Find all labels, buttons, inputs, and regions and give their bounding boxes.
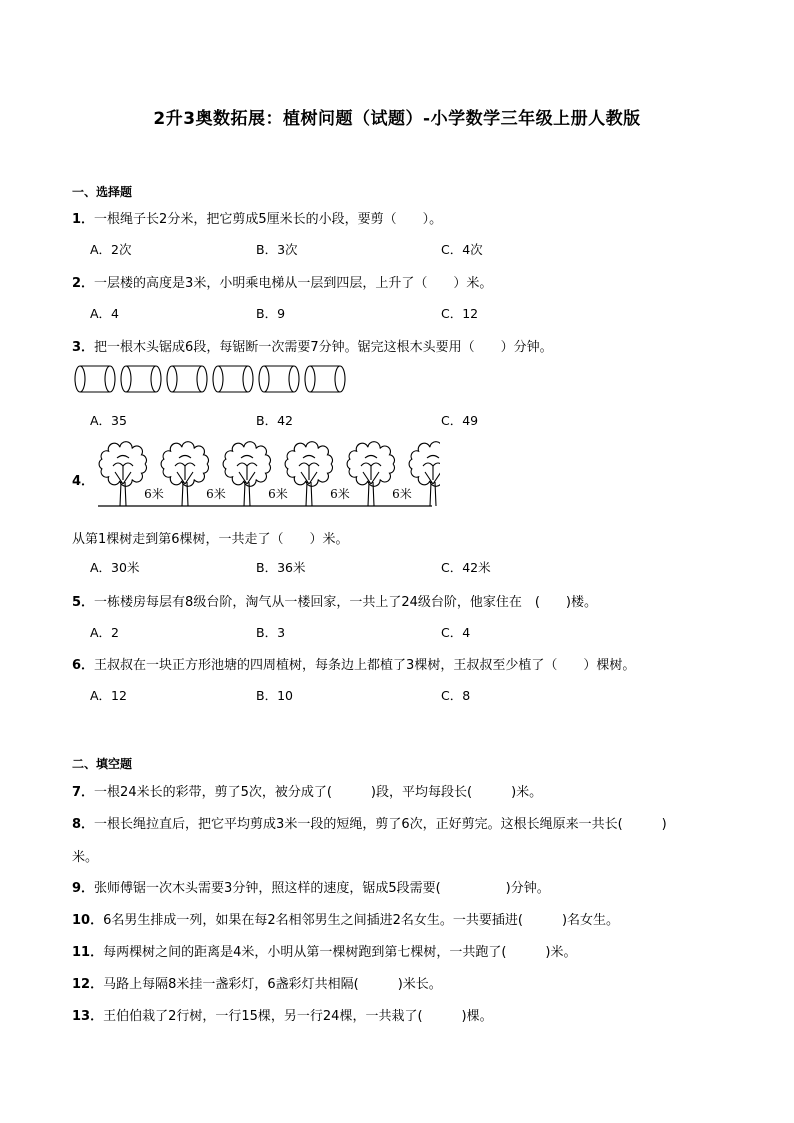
log-segment bbox=[167, 366, 207, 392]
section-heading-choice: 一、选择题 bbox=[72, 185, 133, 199]
question-3 bbox=[72, 336, 553, 355]
question-number: 2． bbox=[72, 276, 95, 291]
question-text: 一根24米长的彩带，剪了5次，被分成了( )段，平均每段长( )米。 bbox=[94, 785, 543, 800]
log-segment bbox=[305, 366, 345, 392]
question-number: 9． bbox=[72, 881, 95, 896]
tree-icon bbox=[285, 442, 332, 506]
question-text: 马路上每隔8米挂一盏彩灯，6盏彩灯共相隔( )米长。 bbox=[103, 977, 442, 992]
question-text: 6名男生排成一列，如果在每2名相邻男生之间插进2名女生。一共要插进( )名女生。 bbox=[103, 913, 620, 928]
question-number: 12． bbox=[72, 977, 104, 992]
question-9 bbox=[72, 877, 550, 896]
question-number: 7． bbox=[72, 785, 95, 800]
wood-log-segments-figure bbox=[74, 362, 356, 396]
question-text: 每两棵树之间的距离是4米，小明从第一棵树跑到第七棵树，一共跑了( )米。 bbox=[103, 945, 577, 960]
tree-icon bbox=[223, 442, 270, 506]
option-c: C．42米 bbox=[441, 560, 491, 575]
question-number: 5． bbox=[72, 595, 95, 610]
question-11 bbox=[72, 941, 577, 960]
options-1 bbox=[90, 240, 690, 258]
option-b: B．3 bbox=[256, 625, 286, 640]
log-segment bbox=[259, 366, 299, 392]
tree-icon bbox=[161, 442, 208, 506]
question-number: 11． bbox=[72, 945, 104, 960]
question-8 bbox=[72, 813, 667, 832]
question-number: 6． bbox=[72, 658, 95, 673]
option-a: A．12 bbox=[90, 688, 127, 703]
option-c: C．4 bbox=[441, 625, 471, 640]
question-2 bbox=[72, 272, 492, 291]
option-c: C．12 bbox=[441, 306, 479, 321]
options-5 bbox=[90, 623, 690, 641]
option-c: C．4次 bbox=[441, 242, 483, 257]
log-segment bbox=[213, 366, 253, 392]
tree-icon bbox=[409, 442, 440, 506]
distance-label: 6米 bbox=[392, 487, 412, 501]
question-1 bbox=[72, 208, 442, 227]
option-b: B．42 bbox=[256, 413, 293, 428]
option-a: A．2次 bbox=[90, 242, 132, 257]
question-7 bbox=[72, 781, 542, 800]
options-6 bbox=[90, 686, 690, 704]
section-heading-fill: 二、填空题 bbox=[72, 757, 133, 771]
question-number: 13． bbox=[72, 1009, 104, 1024]
question-text: 一栋楼房每层有8级台阶，淘气从一楼回家，一共上了24级台阶，他家住在 ( )楼。 bbox=[94, 595, 598, 610]
option-a: A．4 bbox=[90, 306, 120, 321]
question-text: 张师傅锯一次木头需要3分钟，照这样的速度，锯成5段需要( )分钟。 bbox=[94, 881, 550, 896]
question-number: 3． bbox=[72, 340, 95, 355]
question-text: 把一根木头锯成6段，每锯断一次需要7分钟。锯完这根木头要用（ ）分钟。 bbox=[94, 340, 553, 355]
options-2 bbox=[90, 304, 690, 322]
question-number: 4． bbox=[72, 474, 95, 489]
option-b: B．9 bbox=[256, 306, 286, 321]
question-10 bbox=[72, 909, 619, 928]
option-a: A．35 bbox=[90, 413, 127, 428]
question-13 bbox=[72, 1005, 493, 1024]
distance-label: 6米 bbox=[330, 487, 350, 501]
option-b: B．10 bbox=[256, 688, 293, 703]
distance-label: 6米 bbox=[144, 487, 164, 501]
question-6 bbox=[72, 654, 635, 673]
question-text: 一层楼的高度是3米，小明乘电梯从一层到四层，上升了（ ）米。 bbox=[94, 276, 493, 291]
log-segment bbox=[75, 366, 115, 392]
option-c: C．8 bbox=[441, 688, 471, 703]
question-5 bbox=[72, 591, 597, 610]
log-segment bbox=[121, 366, 161, 392]
option-a: A．2 bbox=[90, 625, 120, 640]
question-number: 1． bbox=[72, 212, 95, 227]
question-number: 10． bbox=[72, 913, 104, 928]
tree-icon bbox=[99, 442, 146, 506]
tree-row-figure bbox=[90, 440, 440, 512]
distance-label: 6米 bbox=[206, 487, 226, 501]
question-number: 8． bbox=[72, 817, 95, 832]
question-text: 一根长绳拉直后，把它平均剪成3米一段的短绳，剪了6次，正好剪完。这根长绳原来一共长( ) bbox=[94, 817, 667, 832]
question-text: 从第1棵树走到第6棵树，一共走了（ ）米。 bbox=[72, 532, 349, 547]
question-4 bbox=[72, 528, 349, 547]
option-a: A．30米 bbox=[90, 560, 140, 575]
question-text: 王叔叔在一块正方形池塘的四周植树，每条边上都植了3棵树，王叔叔至少植了（ ）棵树。 bbox=[94, 658, 636, 673]
option-b: B．3次 bbox=[256, 242, 298, 257]
tree-icon bbox=[347, 442, 394, 506]
option-b: B．36米 bbox=[256, 560, 306, 575]
question-text: 王伯伯栽了2行树，一行15棵，另一行24棵，一共栽了( )棵。 bbox=[103, 1009, 493, 1024]
question-8-continuation: 米。 bbox=[72, 850, 99, 865]
question-12 bbox=[72, 973, 442, 992]
options-3 bbox=[90, 411, 690, 429]
option-c: C．49 bbox=[441, 413, 479, 428]
question-text: 一根绳子长2分米，把它剪成5厘米长的小段，要剪（ ）。 bbox=[94, 212, 443, 227]
distance-label: 6米 bbox=[268, 487, 288, 501]
options-4 bbox=[90, 558, 690, 576]
page-title: 2升3奥数拓展：植树问题（试题）-小学数学三年级上册人教版 bbox=[153, 109, 641, 129]
